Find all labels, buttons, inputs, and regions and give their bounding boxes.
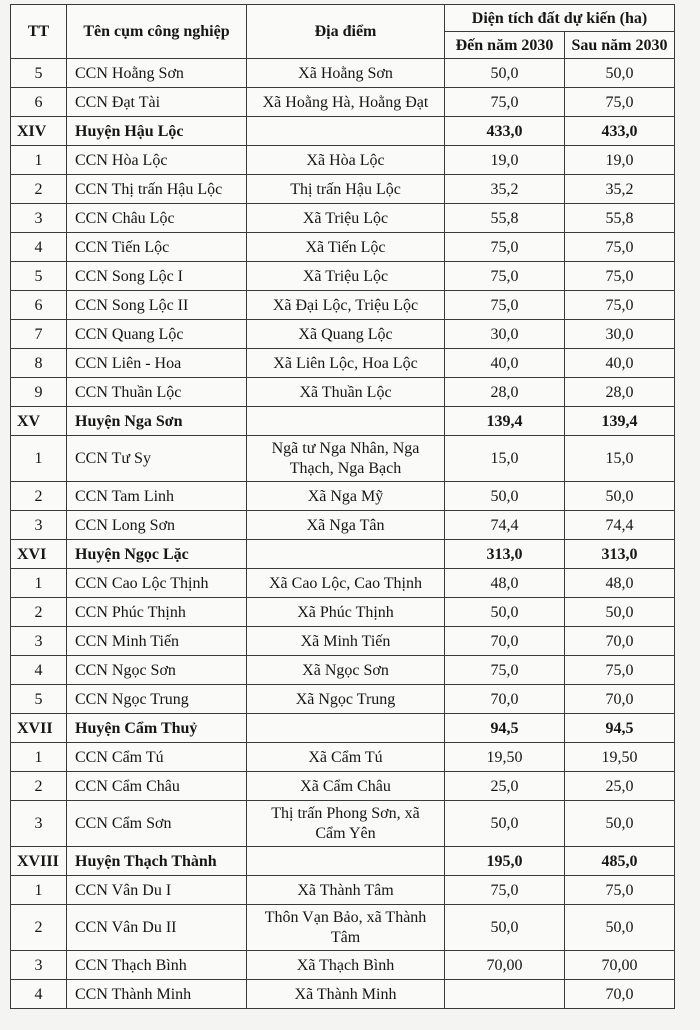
table-row	[11, 88, 675, 117]
cell-area-to-2030: 40,0	[445, 349, 565, 378]
cell-area-after-2030: 50,0	[565, 801, 675, 847]
cell-area-after-2030: 50,0	[565, 598, 675, 627]
cell-tt: 4	[11, 980, 67, 1009]
table-row	[11, 146, 675, 175]
cell-area-after-2030: 313,0	[565, 540, 675, 569]
header-tt: TT	[11, 5, 67, 59]
header-after-2030: Sau năm 2030	[565, 32, 675, 59]
cell-area-after-2030: 75,0	[565, 88, 675, 117]
cell-location: Xã Ngọc Sơn	[247, 656, 445, 685]
cell-cluster-name: CCN Phúc Thịnh	[67, 598, 247, 627]
cell-area-to-2030: 15,0	[445, 436, 565, 482]
cell-tt: XVIII	[11, 847, 67, 876]
cell-area-to-2030: 94,5	[445, 714, 565, 743]
cell-tt: 1	[11, 569, 67, 598]
table-row	[11, 905, 675, 951]
cell-tt: 2	[11, 598, 67, 627]
cell-cluster-name: Huyện Thạch Thành	[67, 847, 247, 876]
cell-cluster-name: CCN Thuần Lộc	[67, 378, 247, 407]
table-row	[11, 482, 675, 511]
cell-location: Xã Hòa Lộc	[247, 146, 445, 175]
industrial-cluster-table	[10, 4, 675, 1009]
cell-tt: 3	[11, 627, 67, 656]
cell-tt: XVII	[11, 714, 67, 743]
cell-area-after-2030: 35,2	[565, 175, 675, 204]
cell-location: Ngã tư Nga Nhân, Nga Thạch, Nga Bạch	[247, 436, 445, 482]
cell-area-to-2030: 25,0	[445, 772, 565, 801]
cell-cluster-name: CCN Đạt Tài	[67, 88, 247, 117]
cell-area-to-2030: 50,0	[445, 801, 565, 847]
cell-location: Xã Thạch Bình	[247, 951, 445, 980]
cell-location: Xã Cẩm Tú	[247, 743, 445, 772]
cell-area-to-2030: 75,0	[445, 233, 565, 262]
cell-area-after-2030: 70,0	[565, 685, 675, 714]
cell-cluster-name: Huyện Nga Sơn	[67, 407, 247, 436]
document-page	[10, 4, 674, 1009]
cell-cluster-name: CCN Thành Minh	[67, 980, 247, 1009]
cell-location: Thị trấn Phong Sơn, xã Cẩm Yên	[247, 801, 445, 847]
cell-location	[247, 847, 445, 876]
cell-area-after-2030: 50,0	[565, 905, 675, 951]
cell-area-after-2030: 75,0	[565, 291, 675, 320]
cell-area-to-2030: 139,4	[445, 407, 565, 436]
cell-tt: 3	[11, 801, 67, 847]
cell-area-to-2030: 50,0	[445, 598, 565, 627]
cell-location: Xã Thuần Lộc	[247, 378, 445, 407]
cell-cluster-name: CCN Song Lộc II	[67, 291, 247, 320]
table-row	[11, 378, 675, 407]
cell-cluster-name: CCN Ngọc Sơn	[67, 656, 247, 685]
cell-area-after-2030: 19,0	[565, 146, 675, 175]
cell-area-to-2030: 70,0	[445, 685, 565, 714]
cell-tt: 5	[11, 262, 67, 291]
cell-location: Xã Nga Tân	[247, 511, 445, 540]
cell-area-after-2030: 50,0	[565, 482, 675, 511]
cell-tt: 2	[11, 772, 67, 801]
table-row	[11, 291, 675, 320]
cell-area-after-2030: 139,4	[565, 407, 675, 436]
cell-tt: XIV	[11, 117, 67, 146]
cell-tt: 5	[11, 59, 67, 88]
header-area-group: Diện tích đất dự kiến (ha)	[445, 5, 675, 32]
cell-area-to-2030: 30,0	[445, 320, 565, 349]
cell-area-after-2030: 70,00	[565, 951, 675, 980]
cell-location: Xã Hoằng Hà, Hoằng Đạt	[247, 88, 445, 117]
table-row	[11, 320, 675, 349]
cell-area-after-2030: 70,0	[565, 980, 675, 1009]
cell-area-to-2030: 433,0	[445, 117, 565, 146]
table-row	[11, 598, 675, 627]
cell-area-after-2030: 75,0	[565, 233, 675, 262]
cell-area-to-2030: 55,8	[445, 204, 565, 233]
section-row	[11, 847, 675, 876]
cell-cluster-name: Huyện Ngọc Lặc	[67, 540, 247, 569]
cell-area-to-2030: 50,0	[445, 59, 565, 88]
table-row	[11, 627, 675, 656]
table-row	[11, 233, 675, 262]
cell-area-after-2030: 74,4	[565, 511, 675, 540]
table-row	[11, 743, 675, 772]
cell-cluster-name: CCN Cao Lộc Thịnh	[67, 569, 247, 598]
cell-area-to-2030: 35,2	[445, 175, 565, 204]
cell-location: Xã Triệu Lộc	[247, 262, 445, 291]
table-row	[11, 801, 675, 847]
cell-tt: 6	[11, 291, 67, 320]
cell-location: Xã Cao Lộc, Cao Thịnh	[247, 569, 445, 598]
cell-location: Xã Nga Mỹ	[247, 482, 445, 511]
cell-tt: 1	[11, 436, 67, 482]
cell-cluster-name: CCN Thạch Bình	[67, 951, 247, 980]
cell-cluster-name: CCN Liên - Hoa	[67, 349, 247, 378]
cell-area-to-2030: 70,0	[445, 627, 565, 656]
cell-area-to-2030: 75,0	[445, 262, 565, 291]
cell-area-after-2030: 28,0	[565, 378, 675, 407]
cell-area-to-2030: 313,0	[445, 540, 565, 569]
cell-tt: 4	[11, 233, 67, 262]
cell-area-after-2030: 19,50	[565, 743, 675, 772]
cell-area-to-2030: 75,0	[445, 656, 565, 685]
table-row	[11, 262, 675, 291]
cell-cluster-name: Huyện Hậu Lộc	[67, 117, 247, 146]
cell-cluster-name: CCN Tam Linh	[67, 482, 247, 511]
cell-area-after-2030: 70,0	[565, 627, 675, 656]
table-row	[11, 951, 675, 980]
cell-cluster-name: CCN Song Lộc I	[67, 262, 247, 291]
cell-area-after-2030: 25,0	[565, 772, 675, 801]
cell-area-to-2030: 75,0	[445, 291, 565, 320]
table-row	[11, 980, 675, 1009]
cell-cluster-name: CCN Vân Du I	[67, 876, 247, 905]
cell-area-after-2030: 15,0	[565, 436, 675, 482]
table-header-row	[11, 5, 675, 32]
cell-tt: 3	[11, 511, 67, 540]
cell-location: Xã Hoằng Sơn	[247, 59, 445, 88]
cell-area-after-2030: 30,0	[565, 320, 675, 349]
cell-cluster-name: CCN Ngọc Trung	[67, 685, 247, 714]
table-row	[11, 569, 675, 598]
cell-tt: 2	[11, 175, 67, 204]
cell-cluster-name: CCN Minh Tiến	[67, 627, 247, 656]
table-row	[11, 175, 675, 204]
section-row	[11, 540, 675, 569]
cell-cluster-name: Huyện Cẩm Thuỷ	[67, 714, 247, 743]
cell-location: Xã Quang Lộc	[247, 320, 445, 349]
cell-location: Xã Tiến Lộc	[247, 233, 445, 262]
cell-cluster-name: CCN Quang Lộc	[67, 320, 247, 349]
cell-cluster-name: CCN Cẩm Sơn	[67, 801, 247, 847]
cell-tt: 6	[11, 88, 67, 117]
cell-cluster-name: CCN Hoằng Sơn	[67, 59, 247, 88]
cell-location: Xã Liên Lộc, Hoa Lộc	[247, 349, 445, 378]
cell-tt: 5	[11, 685, 67, 714]
table-body	[11, 59, 675, 1009]
cell-cluster-name: CCN Hòa Lộc	[67, 146, 247, 175]
cell-location	[247, 117, 445, 146]
cell-cluster-name: CCN Tiến Lộc	[67, 233, 247, 262]
cell-location: Xã Triệu Lộc	[247, 204, 445, 233]
cell-tt: 4	[11, 656, 67, 685]
table-row	[11, 59, 675, 88]
cell-tt: 1	[11, 743, 67, 772]
cell-location	[247, 407, 445, 436]
table-row	[11, 656, 675, 685]
table-row	[11, 204, 675, 233]
cell-location: Xã Thành Minh	[247, 980, 445, 1009]
cell-area-to-2030: 19,50	[445, 743, 565, 772]
cell-area-to-2030: 19,0	[445, 146, 565, 175]
cell-area-to-2030: 50,0	[445, 482, 565, 511]
cell-area-to-2030: 48,0	[445, 569, 565, 598]
header-to-2030: Đến năm 2030	[445, 32, 565, 59]
cell-tt: 9	[11, 378, 67, 407]
cell-cluster-name: CCN Cẩm Châu	[67, 772, 247, 801]
table-row	[11, 685, 675, 714]
cell-area-after-2030: 50,0	[565, 59, 675, 88]
cell-area-after-2030: 94,5	[565, 714, 675, 743]
header-location: Địa điểm	[247, 5, 445, 59]
cell-area-after-2030: 485,0	[565, 847, 675, 876]
table-row	[11, 349, 675, 378]
cell-area-after-2030: 40,0	[565, 349, 675, 378]
cell-cluster-name: CCN Vân Du II	[67, 905, 247, 951]
cell-location: Xã Phúc Thịnh	[247, 598, 445, 627]
cell-cluster-name: CCN Thị trấn Hậu Lộc	[67, 175, 247, 204]
cell-location: Xã Thành Tâm	[247, 876, 445, 905]
table-row	[11, 511, 675, 540]
cell-area-to-2030: 74,4	[445, 511, 565, 540]
cell-tt: 1	[11, 876, 67, 905]
cell-tt: XV	[11, 407, 67, 436]
section-row	[11, 714, 675, 743]
cell-area-to-2030	[445, 980, 565, 1009]
cell-area-to-2030: 50,0	[445, 905, 565, 951]
section-row	[11, 117, 675, 146]
cell-cluster-name: CCN Long Sơn	[67, 511, 247, 540]
cell-tt: 3	[11, 204, 67, 233]
cell-area-to-2030: 70,00	[445, 951, 565, 980]
cell-tt: 2	[11, 905, 67, 951]
table-row	[11, 772, 675, 801]
cell-location: Xã Ngọc Trung	[247, 685, 445, 714]
cell-area-after-2030: 48,0	[565, 569, 675, 598]
cell-cluster-name: CCN Tư Sy	[67, 436, 247, 482]
section-row	[11, 407, 675, 436]
header-cluster-name: Tên cụm công nghiệp	[67, 5, 247, 59]
cell-area-to-2030: 75,0	[445, 88, 565, 117]
cell-location: Xã Cẩm Châu	[247, 772, 445, 801]
cell-location: Xã Minh Tiến	[247, 627, 445, 656]
cell-area-to-2030: 75,0	[445, 876, 565, 905]
cell-tt: 8	[11, 349, 67, 378]
table-row	[11, 436, 675, 482]
cell-location: Xã Đại Lộc, Triệu Lộc	[247, 291, 445, 320]
cell-area-after-2030: 433,0	[565, 117, 675, 146]
cell-tt: 2	[11, 482, 67, 511]
cell-area-to-2030: 195,0	[445, 847, 565, 876]
table-row	[11, 876, 675, 905]
cell-area-to-2030: 28,0	[445, 378, 565, 407]
cell-tt: 1	[11, 146, 67, 175]
cell-area-after-2030: 75,0	[565, 262, 675, 291]
cell-cluster-name: CCN Châu Lộc	[67, 204, 247, 233]
cell-tt: 3	[11, 951, 67, 980]
cell-cluster-name: CCN Cẩm Tú	[67, 743, 247, 772]
cell-location: Thôn Vạn Bảo, xã Thành Tâm	[247, 905, 445, 951]
cell-tt: 7	[11, 320, 67, 349]
cell-location	[247, 714, 445, 743]
cell-location	[247, 540, 445, 569]
cell-location: Thị trấn Hậu Lộc	[247, 175, 445, 204]
cell-area-after-2030: 75,0	[565, 876, 675, 905]
cell-area-after-2030: 55,8	[565, 204, 675, 233]
cell-tt: XVI	[11, 540, 67, 569]
cell-area-after-2030: 75,0	[565, 656, 675, 685]
